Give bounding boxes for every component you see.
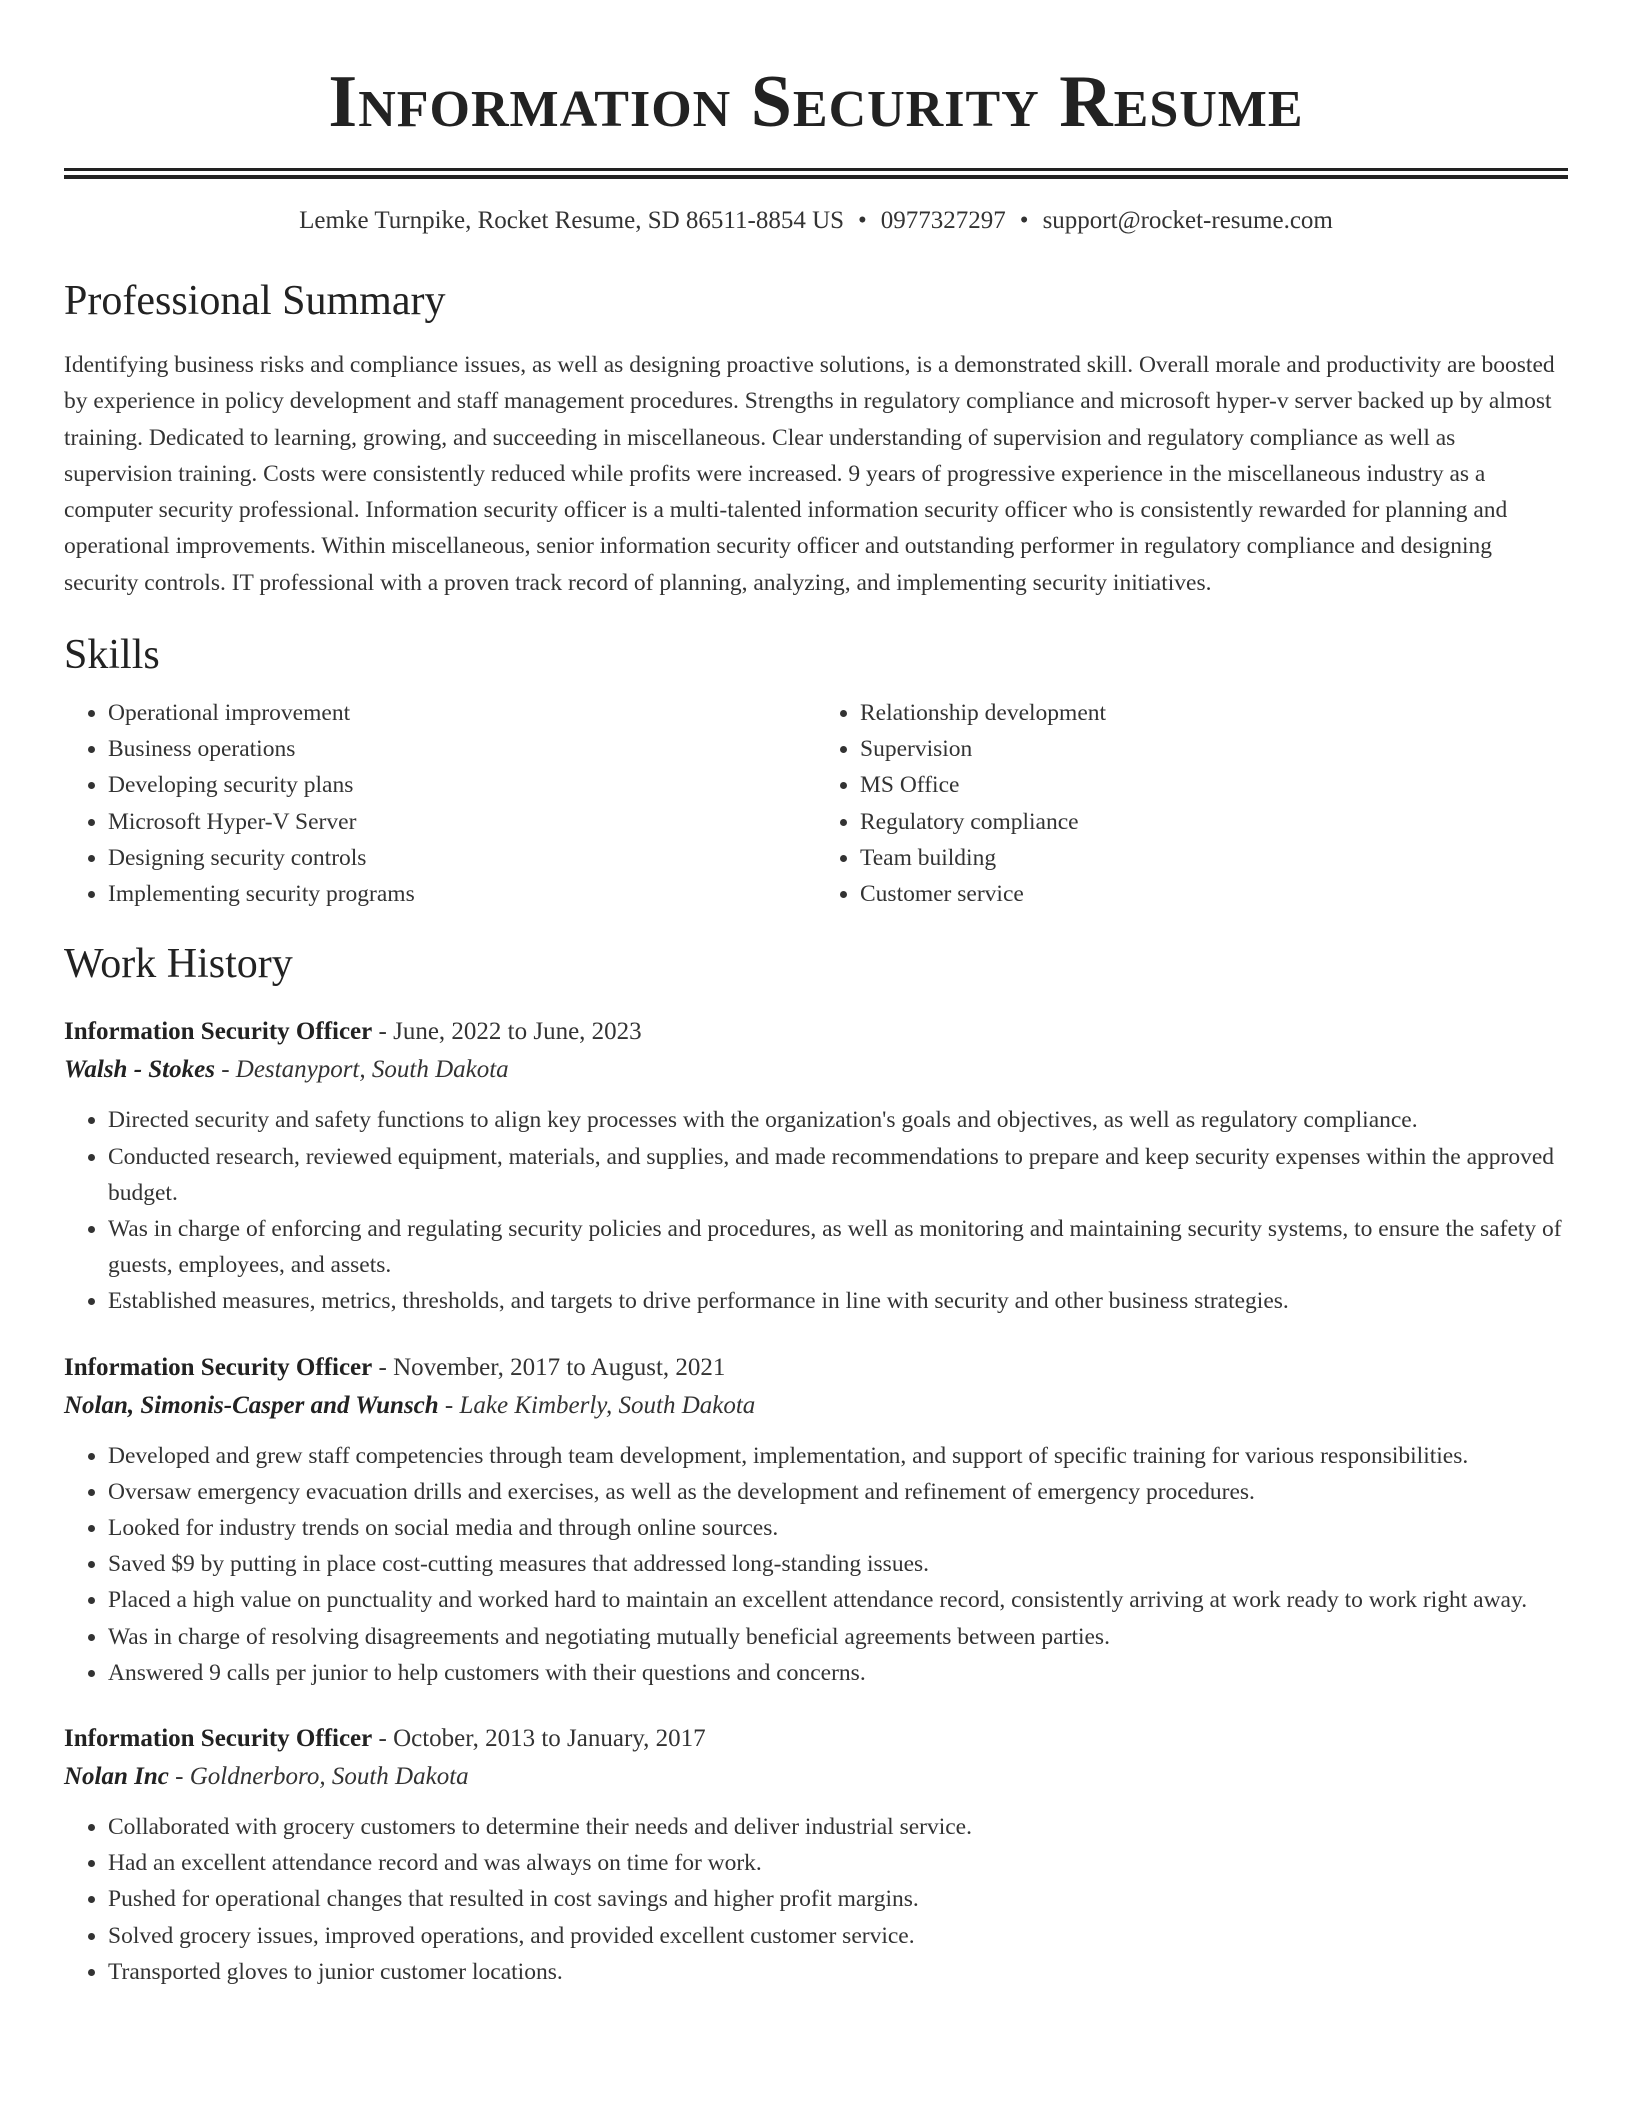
responsibility-item: • Solved grocery issues, improved operations, and provided excellent customer service. [108, 1918, 1568, 1954]
skill-item: • Operational improvement [108, 695, 816, 731]
company-name: Walsh - Stokes [64, 1056, 215, 1084]
summary-text: Identifying business risks and compliance issues, as well as designing proactive solutions, is a demonstrated skill. Overall morale and productivity are boosted by experience in policy development and staff management procedures. Strengths in regulatory compliance and microsoft hyper-v server backed up by almost training. Dedicated to learning, growing, and succeeding in miscellaneous. Clear understanding of supervision and regulatory compliance as well as supervision training. Costs were consistently reduced while profits were increased. 9 years of progressive experience in the miscellaneous industry as a computer security professional. Information security officer is a multi-talented information security officer who is consistently rewarded for planning and operational improvements. Within miscellaneous, senior information security officer and outstanding performer in regulatory compliance and designing security controls. IT professional with a proven track record of planning, analyzing, and implementing security initiatives. [64, 352, 1555, 596]
skill-item: • Regulatory compliance [860, 804, 1568, 840]
skill-item: • Supervision [860, 731, 1568, 767]
skill-item: • Team building [860, 840, 1568, 876]
company-location: - Lake Kimberly, South Dakota [438, 1391, 756, 1419]
skill-item: • Relationship development [860, 695, 1568, 731]
job-responsibilities [64, 1102, 1568, 1319]
resume-title: Information Security Resume [328, 61, 1304, 143]
skill-item: • Customer service [860, 876, 1568, 912]
skill-item: • Implementing security programs [108, 876, 816, 912]
job-entry [64, 1350, 1568, 1691]
company-name: Nolan, Simonis-Casper and Wunsch [64, 1391, 439, 1419]
job-title-line [64, 1350, 1568, 1386]
contact-separator: • [858, 207, 867, 234]
job-dates: - June, 2022 to June, 2023 [372, 1018, 642, 1046]
contact-phone: 0977327297 [880, 207, 1006, 234]
responsibility-item: • Pushed for operational changes that resulted in cost savings and higher profit margins. [108, 1881, 1568, 1917]
responsibility-item: • Established measures, metrics, thresholds, and targets to drive performance in line with security and other business strategies. [108, 1283, 1568, 1319]
job-title-line [64, 1721, 1568, 1757]
responsibility-item: • Directed security and safety functions to align key processes with the organization's goals and objectives, as well as regulatory compliance. [108, 1102, 1568, 1138]
company-line [64, 1386, 1568, 1426]
responsibility-item: • Looked for industry trends on social media and through online sources. [108, 1510, 1568, 1546]
skills-list [64, 695, 1568, 912]
responsibility-item: • Placed a high value on punctuality and worked hard to maintain an excellent attendance record, consistently arriving at work ready to work right away. [108, 1582, 1568, 1618]
skill-item: • Designing security controls [108, 840, 816, 876]
skill-item: • Business operations [108, 731, 816, 767]
job-entry [64, 1721, 1568, 1990]
job-dates: - November, 2017 to August, 2021 [372, 1353, 726, 1381]
summary-heading: Professional Summary [64, 278, 446, 324]
job-title: Information Security Officer [64, 1018, 373, 1046]
work-history-heading: Work History [64, 941, 293, 988]
company-line [64, 1050, 1568, 1090]
skills-column-right [816, 695, 1568, 912]
skill-item: • Developing security plans [108, 767, 816, 803]
job-title: Information Security Officer [64, 1724, 373, 1752]
contact-email: support@rocket-resume.com [1042, 207, 1333, 234]
responsibility-item: • Oversaw emergency evacuation drills and exercises, as well as the development and refinement of emergency procedures. [108, 1474, 1568, 1510]
company-line [64, 1757, 1568, 1797]
job-title: Information Security Officer [64, 1353, 373, 1381]
contact-line [64, 205, 1568, 237]
skills-column-left [64, 695, 816, 912]
job-responsibilities [64, 1809, 1568, 1990]
responsibility-item: • Was in charge of enforcing and regulating security policies and procedures, as well as monitoring and maintaining security systems, to ensure the safety of guests, employees, and assets. [108, 1211, 1568, 1283]
responsibility-item: • Was in charge of resolving disagreements and negotiating mutually beneficial agreements between parties. [108, 1619, 1568, 1655]
skill-item: • MS Office [860, 767, 1568, 803]
contact-separator: • [1019, 207, 1029, 234]
skill-item: • Microsoft Hyper-V Server [108, 804, 816, 840]
responsibility-item: • Answered 9 calls per junior to help customers with their questions and concerns. [108, 1655, 1568, 1691]
responsibility-item: • Developed and grew staff competencies through team development, implementation, and support of specific training for various responsibilities. [108, 1438, 1568, 1474]
company-location: - Goldnerboro, South Dakota [168, 1762, 469, 1790]
job-dates: - October, 2013 to January, 2017 [372, 1724, 706, 1752]
responsibility-item: • Saved $9 by putting in place cost-cutting measures that addressed long-standing issues. [108, 1546, 1568, 1582]
company-location: - Destanyport, South Dakota [214, 1056, 509, 1084]
responsibility-item: • Conducted research, reviewed equipment, materials, and supplies, and made recommendations to prepare and keep security expenses within the approved budget. [108, 1139, 1568, 1211]
job-responsibilities [64, 1438, 1568, 1691]
title-double-rule [64, 168, 1568, 179]
responsibility-item: • Collaborated with grocery customers to determine their needs and deliver industrial service. [108, 1809, 1568, 1845]
skills-heading: Skills [64, 632, 160, 679]
job-title-line [64, 1014, 1568, 1050]
job-entry [64, 1014, 1568, 1319]
responsibility-item: • Transported gloves to junior customer locations. [108, 1954, 1568, 1990]
responsibility-item: • Had an excellent attendance record and was always on time for work. [108, 1845, 1568, 1881]
contact-address: Lemke Turnpike, Rocket Resume, SD 86511-8854 US [299, 207, 845, 234]
company-name: Nolan Inc [64, 1762, 169, 1790]
